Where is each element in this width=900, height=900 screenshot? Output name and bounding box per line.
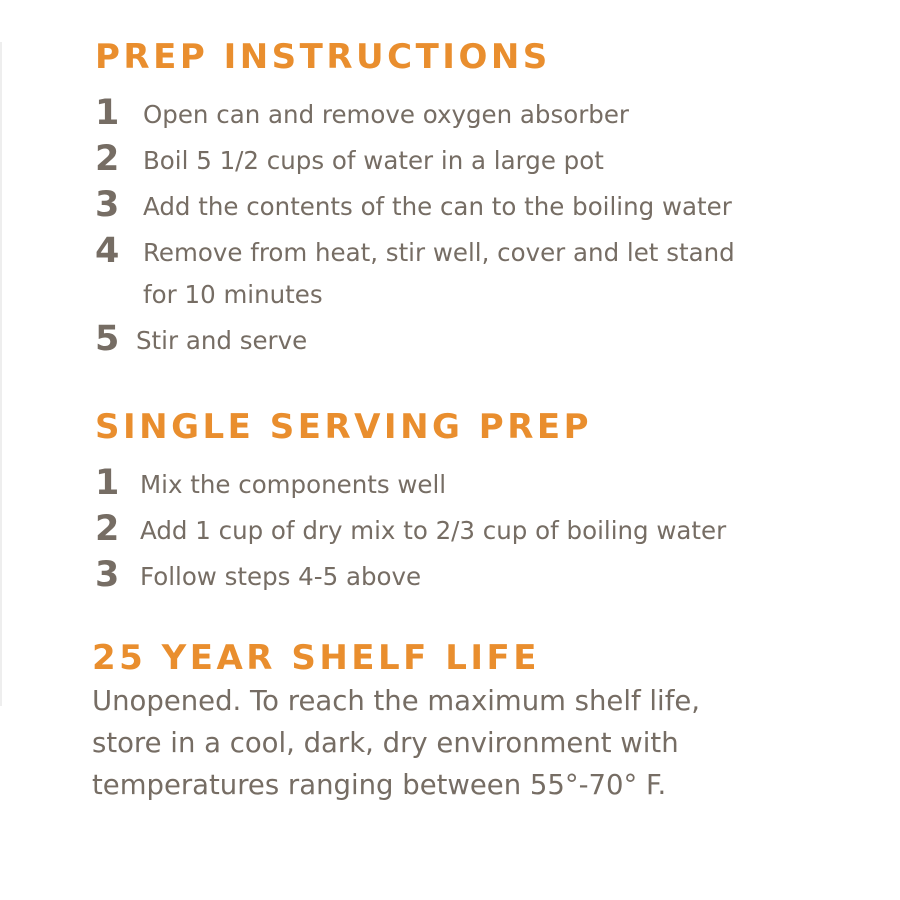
prep-instructions-list — [95, 93, 885, 368]
step-number: 1 — [95, 93, 120, 133]
shelf-life-line-3: temperatures ranging between 55°-70° F. — [92, 769, 667, 801]
step-text: Open can and remove oxygen absorber — [143, 100, 629, 129]
prep-instructions-title: PREP INSTRUCTIONS — [95, 37, 551, 77]
step-number: 1 — [95, 463, 120, 503]
shelf-life-line-1: Unopened. To reach the maximum shelf life, — [92, 685, 701, 717]
shelf-life-line-2: store in a cool, dark, dry environment with — [92, 727, 679, 759]
single-step-2 — [95, 509, 885, 558]
step-number: 2 — [95, 509, 120, 549]
step-number: 2 — [95, 139, 120, 179]
shelf-life-text — [92, 680, 882, 806]
step-number: 5 — [95, 319, 120, 359]
shelf-life-title: 25 YEAR SHELF LIFE — [92, 638, 540, 678]
step-text: Add the contents of the can to the boiling water — [143, 192, 732, 221]
single-step-1 — [95, 463, 885, 512]
step-text: Boil 5 1/2 cups of water in a large pot — [143, 146, 604, 175]
step-text: Stir and serve — [136, 326, 308, 355]
prep-step-1 — [95, 93, 885, 142]
step-text: Mix the components well — [140, 470, 447, 499]
step-number: 3 — [95, 185, 120, 225]
prep-step-2 — [95, 139, 885, 188]
step-text: Add 1 cup of dry mix to 2/3 cup of boiling water — [140, 516, 727, 545]
single-serving-title: SINGLE SERVING PREP — [95, 407, 593, 447]
left-edge-divider — [0, 42, 2, 706]
single-serving-list — [95, 463, 885, 604]
step-text-continued: for 10 minutes — [143, 280, 323, 309]
single-step-3 — [95, 555, 885, 604]
step-number: 3 — [95, 555, 120, 595]
step-text: Remove from heat, stir well, cover and let stand — [143, 238, 735, 267]
prep-step-3 — [95, 185, 885, 234]
prep-step-4 — [95, 231, 885, 322]
step-number: 4 — [95, 231, 120, 271]
step-text: Follow steps 4-5 above — [140, 562, 422, 591]
prep-step-5 — [95, 319, 885, 368]
